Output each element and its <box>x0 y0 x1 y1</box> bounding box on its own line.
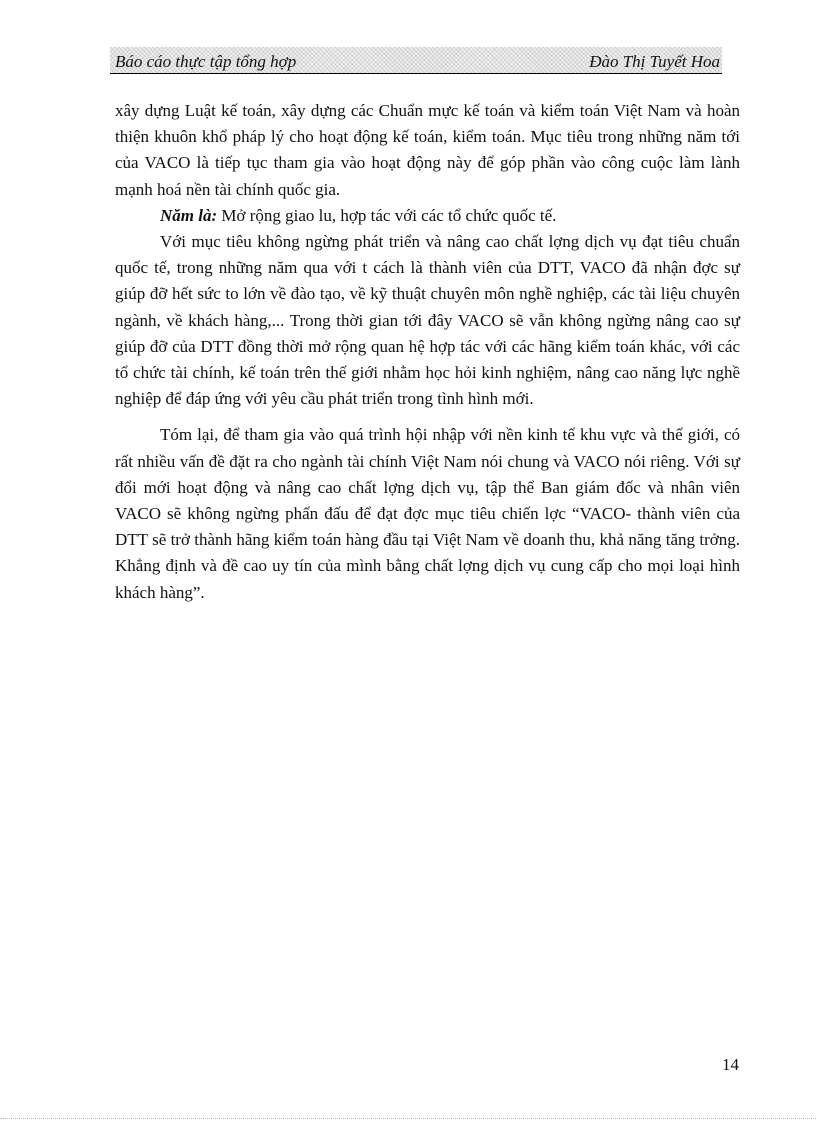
page-number: 14 <box>722 1055 739 1074</box>
header-author-name: Đào Thị Tuyết Hoa <box>589 52 720 71</box>
paragraph-3: Với mục tiêu không ngừng phát triển và nâng cao chất lợng dịch vụ đạt tiêu chuẩn quốc tế, trong những năm qua với t cách là thành viên của DTT, VACO đã nhận đợc sự giúp đỡ hết sức to lớn về đào tạo, về kỹ thuật chuyên môn nghề nghiệp, các tài liệu chuyên ngành, về khách hàng,... Trong thời gian tới đây VACO sẽ vẫn không ngừng nâng cao sự giúp đỡ của DTT đồng thời mở rộng quan hệ hợp tác với các hãng kiểm toán khác, với các tổ chức tài chính, kế toán trên thế giới nhằm học hỏi kinh nghiệm, nâng cao năng lực nghề nghiệp để đáp ứng với yêu cầu phát triển trong tình hình mới. <box>115 232 740 409</box>
header-report-title: Báo cáo thực tập tổng hợp <box>115 52 297 71</box>
paragraph-1: xây dựng Luật kế toán, xây dựng các Chuẩn mực kế toán và kiểm toán Việt Nam và hoàn thiện khuôn khổ pháp lý cho hoạt động kế toán, kiểm toán. Mục tiêu trong những năm tới của VACO là tiếp tục tham gia vào hoạt động này để góp phần vào công cuộc làm lành mạnh hoá nền tài chính quốc gia. <box>115 101 740 199</box>
paragraph-2 <box>115 203 740 229</box>
paragraph-2-text: Mở rộng giao lu, hợp tác với các tổ chức quốc tế. <box>217 205 557 225</box>
footer-border <box>0 1118 816 1120</box>
paragraph-4: Tóm lại, để tham gia vào quá trình hội nhập với nền kinh tế khu vực và thế giới, có rất nhiều vấn đề đặt ra cho ngành tài chính Việt Nam nói chung và VACO nói riêng. Với sự đổi mới hoạt động và nâng cao chất lợng dịch vụ, tập thể Ban giám đốc và nhân viên VACO sẽ không ngừng phấn đấu để đạt đợc mục tiêu chiến lợc “VACO- thành viên của DTT sẽ trở thành hãng kiểm toán hàng đầu tại Việt Nam về doanh thu, khả năng tăng trởng. Khẳng định và đề cao uy tín của mình bằng chất lợng dịch vụ cung cấp cho mọi loại hình khách hàng”. <box>115 425 740 602</box>
paragraph-2-label: Năm là: <box>160 205 218 225</box>
header-divider <box>110 73 722 74</box>
body-text <box>115 98 740 606</box>
